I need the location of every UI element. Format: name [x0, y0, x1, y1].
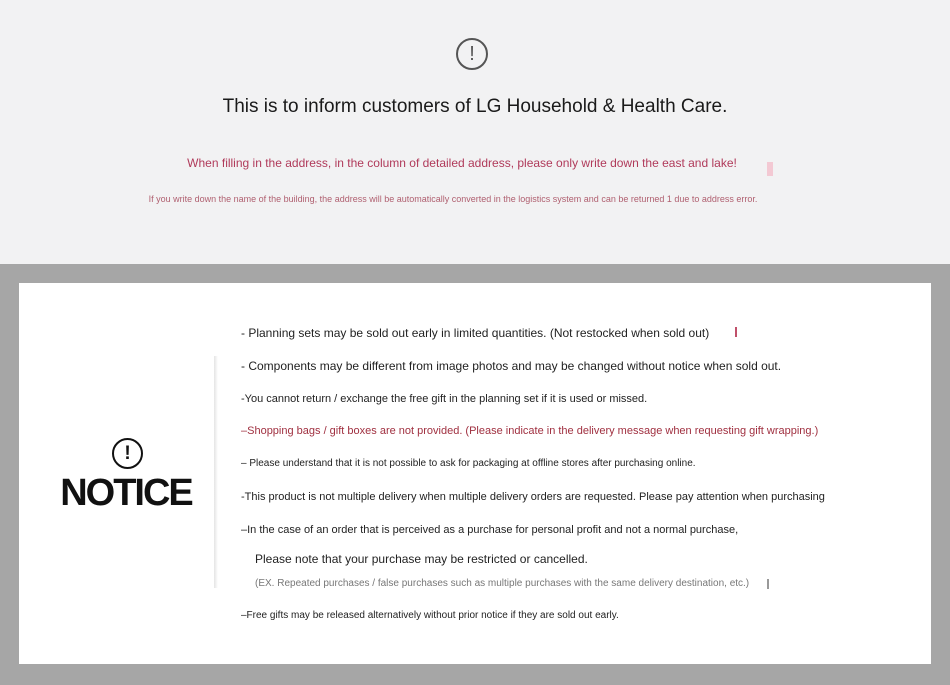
decorative-mark [767, 579, 769, 589]
decorative-mark [735, 327, 737, 337]
address-detail: If you write down the name of the building, the address will be automatically converted in the logistics system and can be returned 1 due to address error. [148, 194, 758, 204]
notice-item-6: -This product is not multiple delivery when multiple delivery orders are requested. Please pay attention when purchasing [241, 491, 825, 503]
notice-title: NOTICE [60, 472, 192, 514]
notice-item-7: –In the case of an order that is perceived as a purchase for personal profit and not a normal purchase, [241, 524, 739, 536]
notice-item-4: –Shopping bags / gift boxes are not provided. (Please indicate in the delivery message when requesting gift wrapping.) [241, 425, 819, 437]
decorative-mark [767, 162, 773, 176]
notice-divider [214, 356, 218, 588]
notice-item-5: – Please understand that it is not possible to ask for packaging at offline stores after purchasing online. [241, 458, 696, 469]
notice-item-9: (EX. Repeated purchases / false purchases such as multiple purchases with the same delivery destination, etc.) [255, 578, 750, 589]
exclamation-circle-icon: ! [456, 38, 488, 70]
address-notice: When filling in the address, in the column of detailed address, please only write down the east and lake! [187, 156, 737, 170]
notice-item-3: -You cannot return / exchange the free gift in the planning set if it is used or missed. [241, 393, 648, 405]
announcement-banner [0, 0, 950, 264]
announcement-title: This is to inform customers of LG Household & Health Care. [222, 96, 728, 117]
notice-item-1: - Planning sets may be sold out early in limited quantities. (Not restocked when sold out) [241, 326, 710, 340]
notice-item-2: - Components may be different from image photos and may be changed without notice when sold out. [241, 359, 782, 373]
notice-item-8: Please note that your purchase may be restricted or cancelled. [255, 552, 588, 566]
exclamation-circle-icon: ! [112, 438, 143, 469]
notice-item-10: –Free gifts may be released alternatively without prior notice if they are sold out early. [241, 610, 619, 621]
